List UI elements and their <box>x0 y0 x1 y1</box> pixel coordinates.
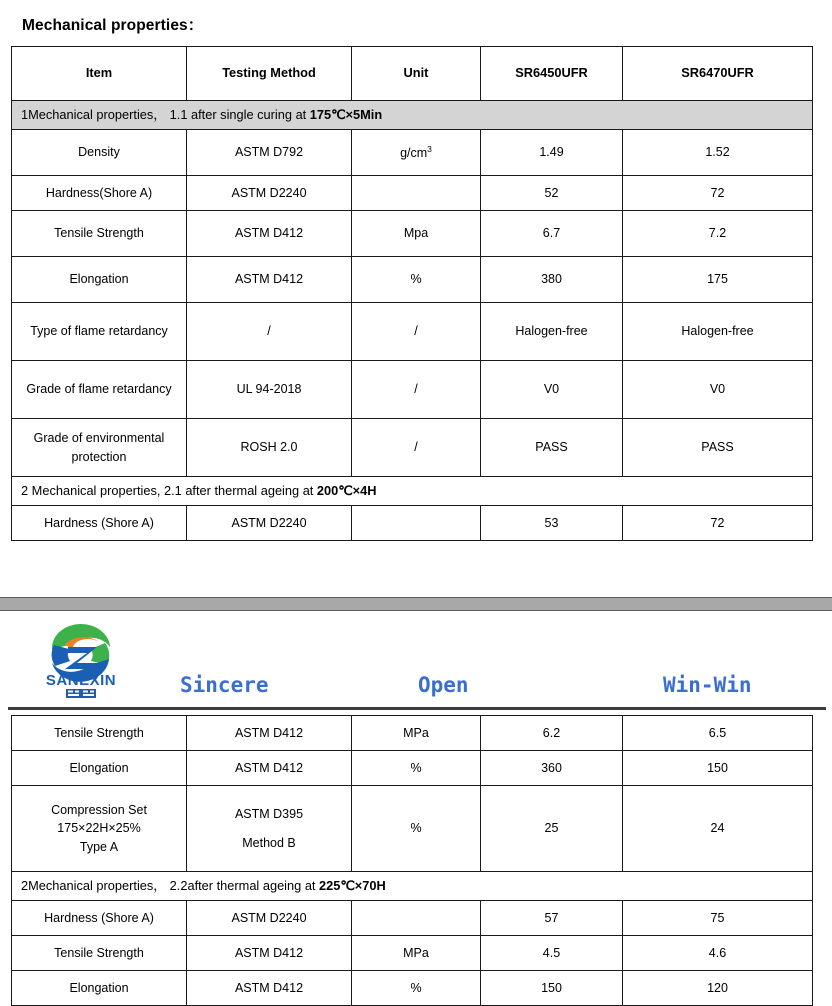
cell-method: ASTM D2240 <box>187 506 352 541</box>
table-row <box>12 971 813 1006</box>
cell-method <box>187 786 352 872</box>
cell-unit-superscript: 3 <box>427 143 432 154</box>
mechanical-properties-table-bottom <box>11 715 813 1006</box>
cell-value-sr6450ufr: 360 <box>481 751 623 786</box>
slogan-open: Open <box>418 673 469 697</box>
cell-value-sr6470ufr: 120 <box>623 971 813 1006</box>
table-row <box>12 901 813 936</box>
column-header-sr6450ufr: SR6450UFR <box>481 47 623 101</box>
cell-method-line1: ASTM D395 <box>234 807 304 822</box>
section-header-row <box>12 101 813 130</box>
table-row <box>12 419 813 477</box>
cell-method: ASTM D412 <box>187 257 352 303</box>
cell-item-line2: 175×22H×25% <box>57 821 141 836</box>
table-row <box>12 211 813 257</box>
cell-item: Elongation <box>12 257 187 303</box>
cell-unit: % <box>352 751 481 786</box>
cell-item <box>12 786 187 872</box>
cell-item: Hardness(Shore A) <box>12 176 187 211</box>
header-divider-rule <box>8 707 826 710</box>
table-header-row <box>12 47 813 101</box>
cell-unit <box>352 901 481 936</box>
cell-method: ASTM D412 <box>187 751 352 786</box>
cell-item: Density <box>12 130 187 176</box>
table-row <box>12 936 813 971</box>
column-header-unit: Unit <box>352 47 481 101</box>
page-two <box>0 611 832 995</box>
cell-value-sr6450ufr: 53 <box>481 506 623 541</box>
cell-unit: MPa <box>352 716 481 751</box>
cell-value-sr6450ufr: PASS <box>481 419 623 477</box>
cell-item: Type of flame retardancy <box>12 303 187 361</box>
cell-value-sr6450ufr: Halogen-free <box>481 303 623 361</box>
section-header-row <box>12 872 813 901</box>
cell-value-sr6470ufr: 7.2 <box>623 211 813 257</box>
top-table-body <box>12 47 813 541</box>
table-row <box>12 130 813 176</box>
cell-item-line3: Type A <box>79 839 119 854</box>
cell-unit: % <box>352 257 481 303</box>
section-header-text: 2 Mechanical properties, 2.1 after thermal ageing at <box>21 482 317 498</box>
cell-item: Elongation <box>12 751 187 786</box>
cell-item: Grade of environmental protection <box>12 419 187 477</box>
cell-value-sr6450ufr: 4.5 <box>481 936 623 971</box>
section-header-condition: 225℃×70H <box>319 877 386 893</box>
cell-value-sr6470ufr: 6.5 <box>623 716 813 751</box>
section-header-cell <box>12 101 813 130</box>
cell-unit: % <box>352 971 481 1006</box>
cell-unit: / <box>352 361 481 419</box>
section-header-cell <box>12 872 813 901</box>
section-header-text: 1Mechanical properties， 1.1 after single curing at <box>21 106 310 122</box>
cell-method: / <box>187 303 352 361</box>
table-row <box>12 716 813 751</box>
table-row <box>12 506 813 541</box>
cell-method: ASTM D412 <box>187 971 352 1006</box>
logo-wordmark: SANEXIN <box>45 672 117 689</box>
cell-value-sr6470ufr: 24 <box>623 786 813 872</box>
column-header-item: Item <box>12 47 187 101</box>
slogan-win-win: Win-Win <box>663 673 752 697</box>
cell-unit <box>352 176 481 211</box>
cell-method-line2: Method B <box>242 835 296 850</box>
cell-method-spacer <box>189 824 349 834</box>
cell-method: ASTM D412 <box>187 936 352 971</box>
cell-item: Grade of flame retardancy <box>12 361 187 419</box>
cell-value-sr6450ufr: 1.49 <box>481 130 623 176</box>
section-header-text: 2Mechanical properties， 2.2after thermal ageing at <box>21 877 320 893</box>
cell-unit: / <box>352 303 481 361</box>
cell-value-sr6470ufr: 175 <box>623 257 813 303</box>
column-header-method: Testing Method <box>187 47 352 101</box>
bottom-table-body <box>12 716 813 1006</box>
cell-value-sr6470ufr: 72 <box>623 506 813 541</box>
cell-value-sr6450ufr: 6.2 <box>481 716 623 751</box>
cell-method: ASTM D412 <box>187 211 352 257</box>
table-row <box>12 303 813 361</box>
mechanical-properties-table-top <box>11 46 813 541</box>
section-header-cell <box>12 477 813 506</box>
cell-value-sr6470ufr: 1.52 <box>623 130 813 176</box>
cell-method: ROSH 2.0 <box>187 419 352 477</box>
top-table-container <box>0 35 832 541</box>
table-row <box>12 176 813 211</box>
sanexin-logo <box>35 619 127 699</box>
cell-unit-base: g/cm <box>400 146 428 161</box>
cell-item: Elongation <box>12 971 187 1006</box>
cell-item: Tensile Strength <box>12 211 187 257</box>
slogan-sincere: Sincere <box>180 673 269 697</box>
section-header-condition: 200℃×4H <box>316 482 377 498</box>
cell-item-line1: Compression Set <box>51 803 147 818</box>
cell-method: ASTM D2240 <box>187 176 352 211</box>
cell-value-sr6470ufr: 150 <box>623 751 813 786</box>
cell-method: ASTM D2240 <box>187 901 352 936</box>
cell-unit: % <box>352 786 481 872</box>
table-row <box>12 786 813 872</box>
cell-unit: / <box>352 419 481 477</box>
cell-value-sr6450ufr: 52 <box>481 176 623 211</box>
cell-value-sr6470ufr: PASS <box>623 419 813 477</box>
cell-value-sr6470ufr: V0 <box>623 361 813 419</box>
cell-value-sr6450ufr: 380 <box>481 257 623 303</box>
cell-value-sr6470ufr: 72 <box>623 176 813 211</box>
cell-item: Tensile Strength <box>12 716 187 751</box>
cell-value-sr6450ufr: V0 <box>481 361 623 419</box>
table-row <box>12 257 813 303</box>
table-row <box>12 361 813 419</box>
cell-value-sr6450ufr: 150 <box>481 971 623 1006</box>
page-break-divider <box>0 597 832 611</box>
cell-value-sr6450ufr: 25 <box>481 786 623 872</box>
cell-value-sr6450ufr: 57 <box>481 901 623 936</box>
logo-mark-icon <box>35 619 127 699</box>
cell-value-sr6470ufr: 4.6 <box>623 936 813 971</box>
cell-unit: Mpa <box>352 211 481 257</box>
bottom-table-container <box>11 715 813 1006</box>
cell-item: Hardness (Shore A) <box>12 506 187 541</box>
cell-value-sr6450ufr: 6.7 <box>481 211 623 257</box>
brand-header <box>0 611 832 706</box>
cell-unit: MPa <box>352 936 481 971</box>
cell-method: UL 94-2018 <box>187 361 352 419</box>
cell-method: ASTM D412 <box>187 716 352 751</box>
section-header-condition: 175℃×5Min <box>309 106 383 122</box>
section-header-row <box>12 477 813 506</box>
column-header-sr6470ufr: SR6470UFR <box>623 47 813 101</box>
cell-item: Tensile Strength <box>12 936 187 971</box>
cell-value-sr6470ufr: 75 <box>623 901 813 936</box>
cell-item: Hardness (Shore A) <box>12 901 187 936</box>
cell-method: ASTM D792 <box>187 130 352 176</box>
table-row <box>12 751 813 786</box>
cell-unit <box>352 130 481 176</box>
cell-value-sr6470ufr: Halogen-free <box>623 303 813 361</box>
cell-unit <box>352 506 481 541</box>
page-title: Mechanical properties： <box>22 17 204 34</box>
